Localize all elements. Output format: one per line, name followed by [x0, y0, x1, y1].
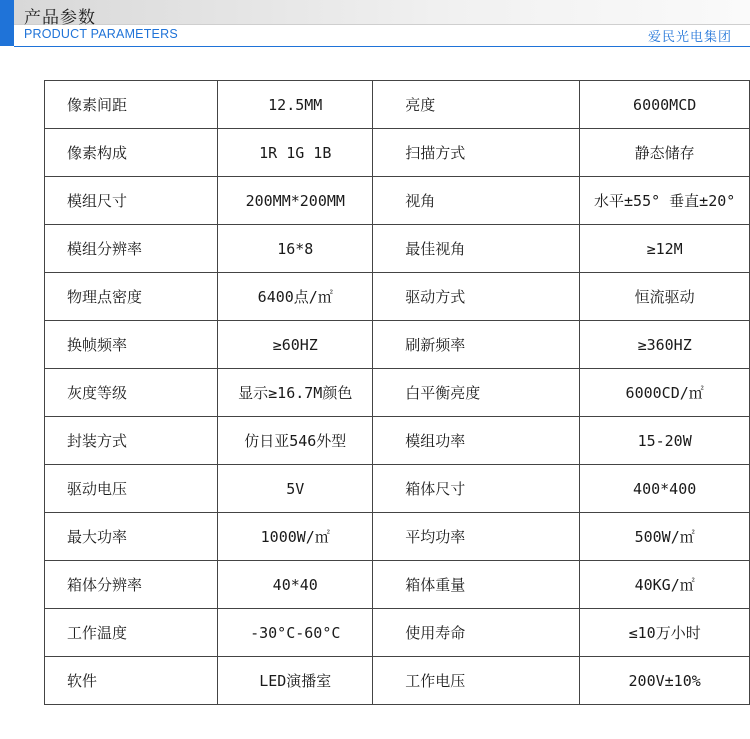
param-name: [373, 513, 580, 561]
param-value: [218, 609, 373, 657]
param-name-text: 封装方式: [67, 432, 128, 450]
param-value: [218, 465, 373, 513]
param-value: [580, 561, 750, 609]
param-name-text: 使用寿命: [405, 624, 466, 642]
param-name-text: 扫描方式: [405, 144, 466, 162]
param-name: [373, 273, 580, 321]
param-name-text: 亮度: [405, 96, 436, 114]
param-name-text: 白平衡亮度: [405, 384, 481, 402]
param-name: [45, 177, 218, 225]
section-title: 产品参数: [24, 8, 96, 28]
table-row: [45, 561, 750, 609]
param-name-text: 工作电压: [405, 672, 466, 690]
section-subtitle: PRODUCT PARAMETERS: [24, 27, 178, 41]
table-row: [45, 609, 750, 657]
param-name-text: 工作温度: [67, 624, 128, 642]
param-value-text: -30°C-60°C: [250, 623, 341, 642]
param-value-text: 40*40: [272, 575, 318, 594]
param-value-text: 仿日亚546外型: [244, 432, 347, 450]
param-value: [580, 417, 750, 465]
param-name-text: 驱动电压: [67, 480, 128, 498]
param-value: [218, 369, 373, 417]
param-value-text: ≤10万小时: [628, 624, 701, 642]
param-name: [45, 561, 218, 609]
accent-bar: [0, 0, 14, 46]
param-value-text: 6000MCD: [633, 95, 697, 114]
table-row: [45, 513, 750, 561]
brand-name: 爱民光电集团: [647, 30, 732, 45]
param-value-text: 16*8: [277, 239, 314, 258]
param-value: [218, 129, 373, 177]
param-value: [218, 561, 373, 609]
param-value-text: 5V: [286, 479, 305, 498]
param-name: [45, 657, 218, 705]
divider: [14, 24, 750, 25]
param-value-text: 1R 1G 1B: [259, 143, 332, 162]
param-name: [45, 129, 218, 177]
param-value-text: ≥360HZ: [637, 335, 692, 354]
param-value-text: 显示≥16.7M颜色: [238, 384, 353, 402]
param-value-text: ≥60HZ: [272, 335, 318, 354]
param-name-text: 模组尺寸: [67, 192, 128, 210]
param-name: [373, 81, 580, 129]
param-name: [45, 369, 218, 417]
section-header: [0, 0, 750, 48]
param-name: [373, 465, 580, 513]
param-value: [580, 273, 750, 321]
param-value: [580, 369, 750, 417]
param-name-text: 刷新频率: [405, 336, 466, 354]
param-name: [373, 225, 580, 273]
table-row: [45, 417, 750, 465]
param-value: [580, 81, 750, 129]
param-name-text: 像素构成: [67, 144, 128, 162]
param-value-text: LED演播室: [259, 672, 332, 690]
param-value-text: 200MM*200MM: [245, 191, 345, 210]
param-name: [45, 321, 218, 369]
param-name-text: 平均功率: [405, 528, 466, 546]
param-value-text: 400*400: [633, 479, 697, 498]
param-value: [580, 657, 750, 705]
param-value: [580, 225, 750, 273]
param-value-text: 6000CD/㎡: [625, 384, 704, 402]
param-name: [45, 225, 218, 273]
param-name: [373, 321, 580, 369]
param-value-text: 40KG/㎡: [634, 576, 695, 594]
title-band: [14, 0, 750, 24]
param-name: [45, 273, 218, 321]
param-name-text: 最大功率: [67, 528, 128, 546]
param-name: [373, 657, 580, 705]
param-name-text: 模组分辨率: [67, 240, 143, 258]
param-name: [45, 513, 218, 561]
table-row: [45, 465, 750, 513]
table-row: [45, 321, 750, 369]
param-name-text: 灰度等级: [67, 384, 128, 402]
param-value: [580, 513, 750, 561]
param-value: [218, 417, 373, 465]
table-row: [45, 225, 750, 273]
param-name: [45, 81, 218, 129]
param-name-text: 视角: [405, 192, 436, 210]
param-value: [580, 465, 750, 513]
param-value: [218, 177, 373, 225]
param-value-text: 静态储存: [634, 144, 695, 162]
table-row: [45, 369, 750, 417]
param-name: [45, 609, 218, 657]
param-name: [45, 417, 218, 465]
param-name: [45, 465, 218, 513]
param-name-text: 软件: [67, 672, 98, 690]
param-name: [373, 369, 580, 417]
param-name-text: 箱体尺寸: [405, 480, 466, 498]
param-name-text: 换帧频率: [67, 336, 128, 354]
parameters-table: [44, 80, 750, 705]
header-underline: [14, 46, 750, 47]
table-row: [45, 177, 750, 225]
param-name: [373, 417, 580, 465]
table-row: [45, 657, 750, 705]
param-value: [580, 609, 750, 657]
param-value: [580, 321, 750, 369]
param-value-text: 恒流驱动: [634, 288, 695, 306]
table-row: [45, 273, 750, 321]
param-value: [218, 513, 373, 561]
param-value-text: 6400点/㎡: [257, 288, 333, 306]
param-name-text: 驱动方式: [405, 288, 466, 306]
param-value-text: 12.5MM: [268, 95, 323, 114]
param-value: [218, 225, 373, 273]
param-name-text: 模组功率: [405, 432, 466, 450]
param-value-text: 500W/㎡: [634, 528, 695, 546]
param-value: [218, 81, 373, 129]
param-name: [373, 129, 580, 177]
param-name-text: 像素间距: [67, 96, 128, 114]
param-name-text: 箱体重量: [405, 576, 466, 594]
param-value-text: ≥12M: [646, 239, 683, 258]
param-value: [580, 177, 750, 225]
param-name: [373, 561, 580, 609]
param-name-text: 最佳视角: [405, 240, 466, 258]
param-value: [580, 129, 750, 177]
param-name: [373, 609, 580, 657]
table-row: [45, 81, 750, 129]
param-name: [373, 177, 580, 225]
param-value: [218, 321, 373, 369]
param-name-text: 箱体分辨率: [67, 576, 143, 594]
table-row: [45, 129, 750, 177]
param-value: [218, 273, 373, 321]
param-value-text: 200V±10%: [628, 671, 701, 690]
param-value: [218, 657, 373, 705]
param-value-text: 1000W/㎡: [260, 528, 330, 546]
param-name-text: 物理点密度: [67, 288, 143, 306]
param-value-text: 水平±55° 垂直±20°: [594, 192, 736, 210]
param-value-text: 15-20W: [637, 431, 692, 450]
